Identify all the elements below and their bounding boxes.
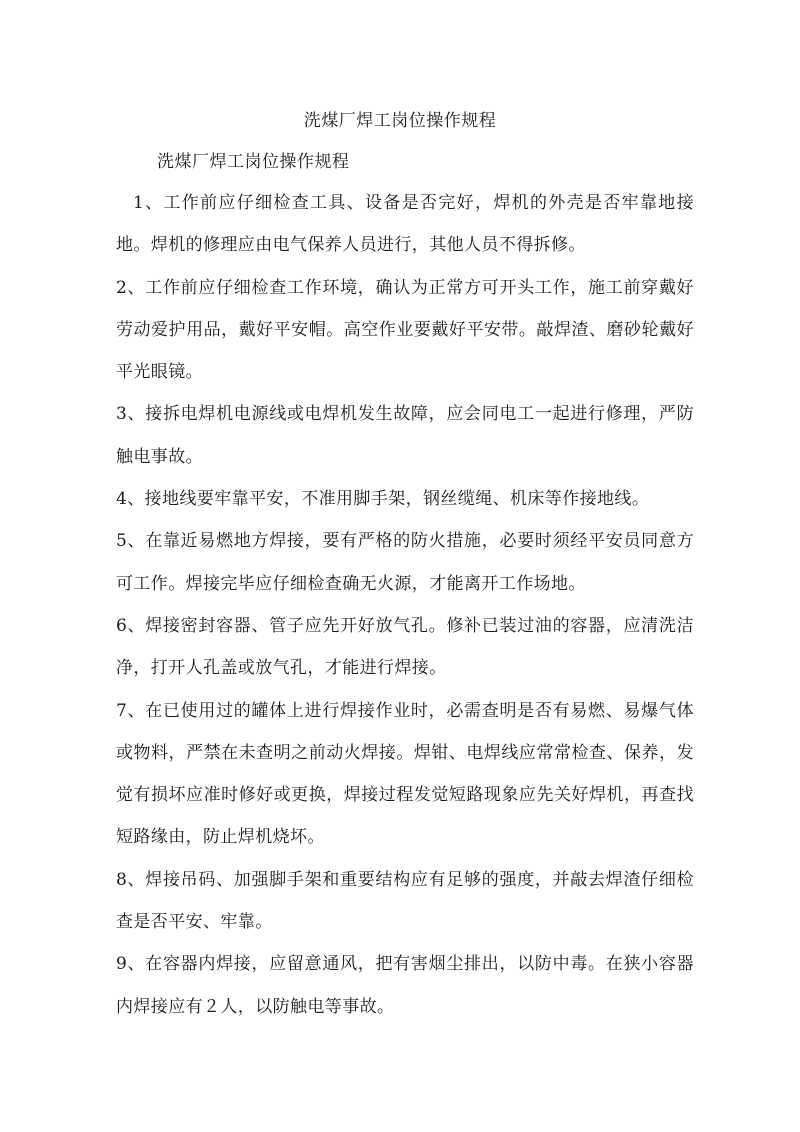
paragraph-9: 9、在容器内焊接，应留意通风，把有害烟尘排出，以防中毒。在狭小容器内焊接应有２人，以防触电等事故。: [116, 954, 694, 1017]
paragraph-7: 7、在已使用过的罐体上进行焊接作业时，必需查明是否有易燃、易爆气体或物料，严禁在未查明之前动火焊接。焊钳、电焊线应常常检查、保养，发觉有损坏应准时修好或更换，焊接过程发觉短路现象应先关好焊机，再查找短路缘由，防止焊机烧坏。: [116, 700, 694, 848]
paragraph-4: 4、接地线要牢靠平安，不准用脚手架，钢丝缆绳、机床等作接地线。: [116, 489, 650, 510]
paragraph-8: 8、焊接吊码、加强脚手架和重要结构应有足够的强度，并敲去焊渣仔细检查是否平安、牢靠。: [116, 869, 694, 933]
paragraph-5: 5、在靠近易燃地方焊接，要有严格的防火措施，必要时须经平安员同意方可工作。焊接完毕应仔细检查确无火源，才能离开工作场地。: [116, 531, 694, 594]
paragraph-2: 2、工作前应仔细检查工作环境，确认为正常方可开头工作，施工前穿戴好劳动爱护用品，戴好平安帽。高空作业要戴好平安带。敲焊渣、磨砂轮戴好平光眼镜。: [116, 277, 694, 383]
document-title: 洗煤厂焊工岗位操作规程: [303, 111, 497, 131]
document-body: [116, 182, 694, 1028]
paragraph-3: 3、接拆电焊机电源线或电焊机发生故障，应会同电工一起进行修理，严防触电事故。: [116, 404, 694, 467]
paragraph-1: 1、工作前应仔细检查工具、设备是否完好，焊机的外壳是否牢靠地接地。焊机的修理应由电气保养人员进行，其他人员不得拆修。: [116, 193, 694, 256]
document-subtitle: 洗煤厂焊工岗位操作规程: [157, 152, 350, 172]
paragraph-6: 6、焊接密封容器、管子应先开好放气孔。修补已装过油的容器，应清洗洁净，打开人孔盖或放气孔，才能进行焊接。: [116, 615, 694, 679]
